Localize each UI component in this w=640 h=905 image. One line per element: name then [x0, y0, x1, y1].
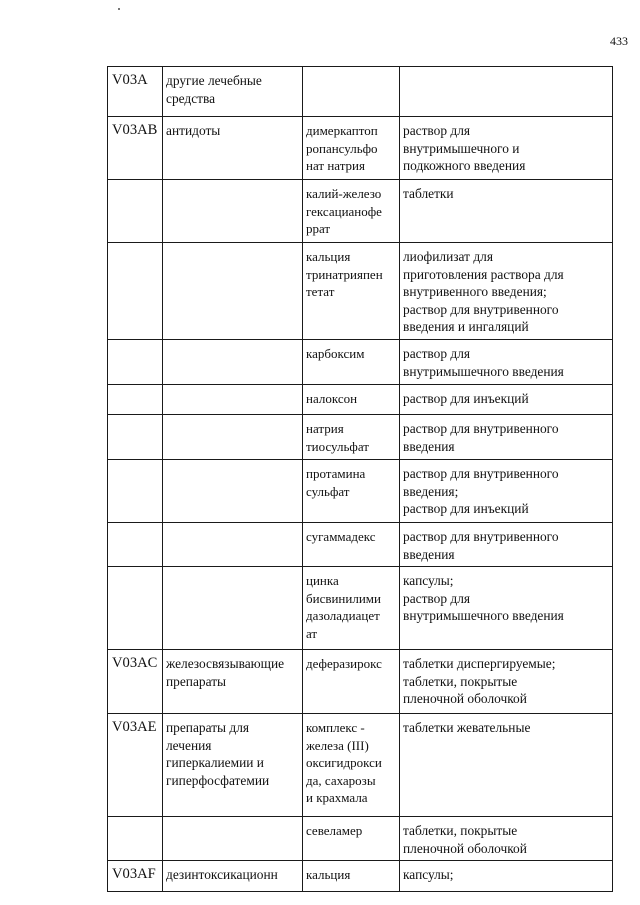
drug-name-cell: карбоксим: [303, 340, 400, 385]
dosage-form-cell: раствор для инъекций: [400, 385, 613, 415]
medicines-table: [107, 66, 613, 892]
drug-name-cell: севеламер: [303, 817, 400, 861]
group-name-cell: [163, 340, 303, 385]
group-name-cell: [163, 385, 303, 415]
dosage-form-cell: таблетки жевательные: [400, 714, 613, 817]
dosage-form-cell: капсулы;: [400, 861, 613, 892]
drug-name-cell: кальция: [303, 861, 400, 892]
drug-name-cell: деферазирокс: [303, 650, 400, 714]
atc-code-cell: [108, 415, 163, 460]
atc-code-cell: [108, 340, 163, 385]
drug-name-cell: [303, 67, 400, 117]
drug-name-cell: протамина сульфат: [303, 460, 400, 523]
drug-name-cell: налоксон: [303, 385, 400, 415]
atc-code-cell: [108, 385, 163, 415]
dosage-form-cell: раствор для внутривенного введения; раствор для инъекций: [400, 460, 613, 523]
atc-code-cell: V03AC: [108, 650, 163, 714]
drug-name-cell: сугаммадекс: [303, 523, 400, 567]
drug-name-cell: цинка бисвинилими дазоладиацет ат: [303, 567, 400, 650]
group-name-cell: железосвязывающие препараты: [163, 650, 303, 714]
table-row: [108, 523, 613, 567]
group-name-cell: [163, 567, 303, 650]
dosage-form-cell: раствор для внутривенного введения: [400, 415, 613, 460]
drug-name-cell: кальция тринатрияпен тетат: [303, 243, 400, 340]
table-row: [108, 817, 613, 861]
atc-code-cell: V03AE: [108, 714, 163, 817]
drug-name-cell: натрия тиосульфат: [303, 415, 400, 460]
table-row: [108, 243, 613, 340]
table-row: [108, 714, 613, 817]
group-name-cell: дезинтоксикационн: [163, 861, 303, 892]
scan-speck: [118, 8, 120, 10]
group-name-cell: [163, 415, 303, 460]
atc-code-cell: [108, 523, 163, 567]
table-row: [108, 460, 613, 523]
atc-code-cell: [108, 817, 163, 861]
dosage-form-cell: лиофилизат для приготовления раствора для внутривенного введения; раствор для внутривенного введения и ингаляций: [400, 243, 613, 340]
page-number: 433: [610, 34, 628, 48]
group-name-cell: другие лечебные средства: [163, 67, 303, 117]
dosage-form-cell: [400, 67, 613, 117]
dosage-form-cell: раствор для внутримышечного введения: [400, 340, 613, 385]
drug-name-cell: димеркаптоп ропансульфо нат натрия: [303, 117, 400, 180]
table-row: [108, 340, 613, 385]
table-row: [108, 567, 613, 650]
table-row: [108, 861, 613, 892]
table-row: [108, 180, 613, 243]
drug-name-cell: комплекс - железа (III) оксигидрокси да, сахарозы и крахмала: [303, 714, 400, 817]
table-row: [108, 385, 613, 415]
dosage-form-cell: таблетки, покрытые пленочной оболочкой: [400, 817, 613, 861]
dosage-form-cell: раствор для внутримышечного и подкожного введения: [400, 117, 613, 180]
atc-code-cell: [108, 243, 163, 340]
group-name-cell: антидоты: [163, 117, 303, 180]
group-name-cell: препараты для лечения гиперкалиемии и гиперфосфатемии: [163, 714, 303, 817]
group-name-cell: [163, 180, 303, 243]
atc-code-cell: [108, 180, 163, 243]
table-row: [108, 67, 613, 117]
table-row: [108, 650, 613, 714]
table-row: [108, 117, 613, 180]
dosage-form-cell: раствор для внутривенного введения: [400, 523, 613, 567]
atc-code-cell: V03AF: [108, 861, 163, 892]
table-row: [108, 415, 613, 460]
group-name-cell: [163, 460, 303, 523]
group-name-cell: [163, 523, 303, 567]
group-name-cell: [163, 243, 303, 340]
atc-code-cell: V03AB: [108, 117, 163, 180]
drug-name-cell: калий-железо гексацианофе ррат: [303, 180, 400, 243]
dosage-form-cell: таблетки диспергируемые; таблетки, покрытые пленочной оболочкой: [400, 650, 613, 714]
group-name-cell: [163, 817, 303, 861]
dosage-form-cell: капсулы; раствор для внутримышечного введения: [400, 567, 613, 650]
atc-code-cell: V03A: [108, 67, 163, 117]
dosage-form-cell: таблетки: [400, 180, 613, 243]
atc-code-cell: [108, 567, 163, 650]
atc-code-cell: [108, 460, 163, 523]
